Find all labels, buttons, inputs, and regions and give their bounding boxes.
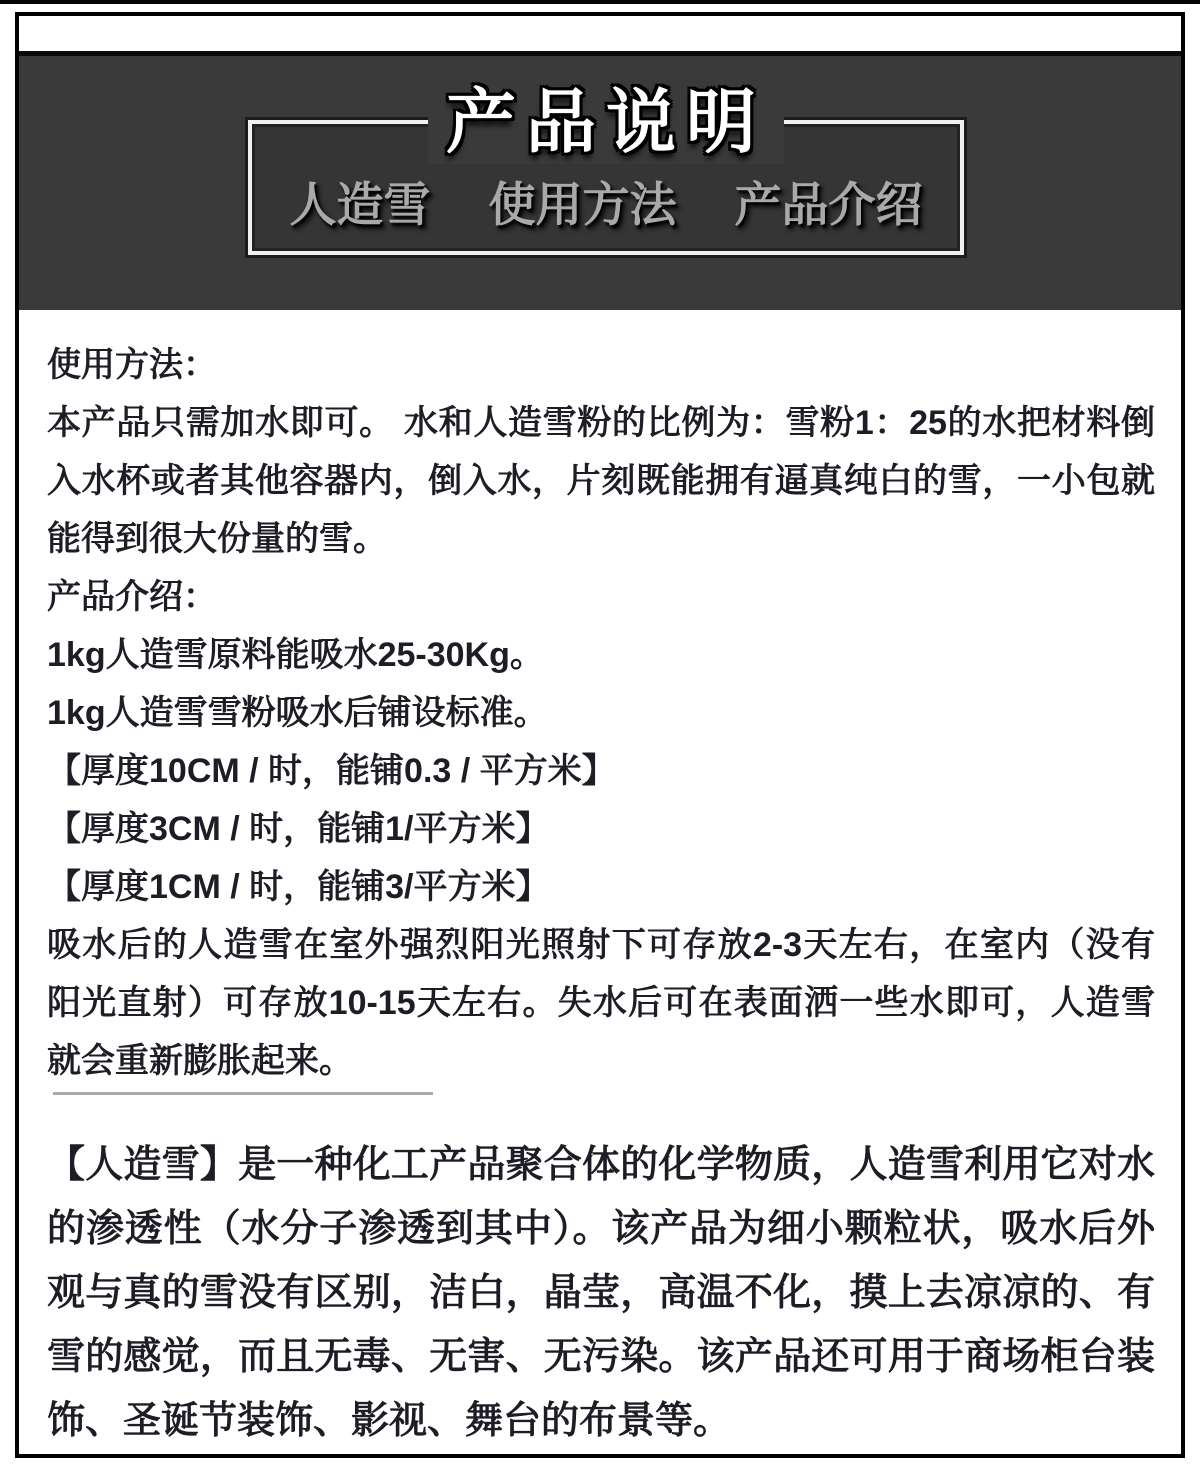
text-line: 吸水后的人造雪在室外强烈阳光照射下可存放2-3天左右，在室内（没有 — [47, 926, 1155, 964]
header-banner — [19, 56, 1181, 310]
intro-line: 【人造雪】是一种化工产品聚合体的化学物质，人造雪利用它对水 — [47, 1144, 1155, 1186]
text-line: 能得到很大份量的雪。 — [47, 520, 387, 558]
content-frame — [15, 12, 1185, 1458]
subtitle-item-product: 人造雪 — [289, 178, 431, 231]
page-title: 产品说明 — [428, 80, 784, 164]
body-content — [19, 310, 1181, 1453]
spec-line: 【厚度3CM / 时，能铺1/平方米】 — [47, 810, 550, 848]
text-line: 本产品只需加水即可。 水和人造雪粉的比例为：雪粉1：25的水把材料倒 — [47, 404, 1155, 442]
spec-line: 【厚度10CM / 时，能铺0.3 / 平方米】 — [47, 752, 616, 790]
subtitle-item-usage: 使用方法 — [488, 178, 677, 231]
top-edge-line — [0, 0, 1200, 4]
subtitle-item-intro: 产品介绍 — [734, 178, 923, 231]
intro-line: 饰、圣诞节装饰、影视、舞台的布景等。 — [47, 1400, 732, 1442]
text-line: 就会重新膨胀起来。 — [47, 1042, 353, 1080]
section-divider — [53, 1092, 433, 1095]
intro-line: 的渗透性（水分子渗透到其中）。该产品为细小颗粒状，吸水后外 — [47, 1208, 1155, 1250]
intro-line: 观与真的雪没有区别，洁白，晶莹，高温不化，摸上去凉凉的、有 — [47, 1272, 1155, 1314]
intro-line: 雪的感觉，而且无毒、无害、无污染。该产品还可用于商场柜台装 — [47, 1336, 1155, 1378]
spec-line: 【厚度1CM / 时，能铺3/平方米】 — [47, 868, 550, 906]
intro-paragraph — [47, 1133, 1155, 1453]
header-top-strip — [19, 16, 1181, 51]
title-box — [248, 83, 964, 255]
text-line: 入水杯或者其他容器内，倒入水，片刻既能拥有逼真纯白的雪，一小包就 — [47, 462, 1155, 500]
text-line: 阳光直射）可存放10-15天左右。失水后可在表面洒一些水即可，人造雪 — [47, 984, 1155, 1022]
subtitle-row — [252, 180, 960, 230]
text-line: 1kg人造雪原料能吸水25-30Kg。 — [47, 636, 544, 674]
text-line: 1kg人造雪雪粉吸水后铺设标准。 — [47, 694, 548, 732]
intro-heading: 产品介绍： — [47, 578, 217, 616]
usage-heading: 使用方法： — [47, 346, 217, 384]
